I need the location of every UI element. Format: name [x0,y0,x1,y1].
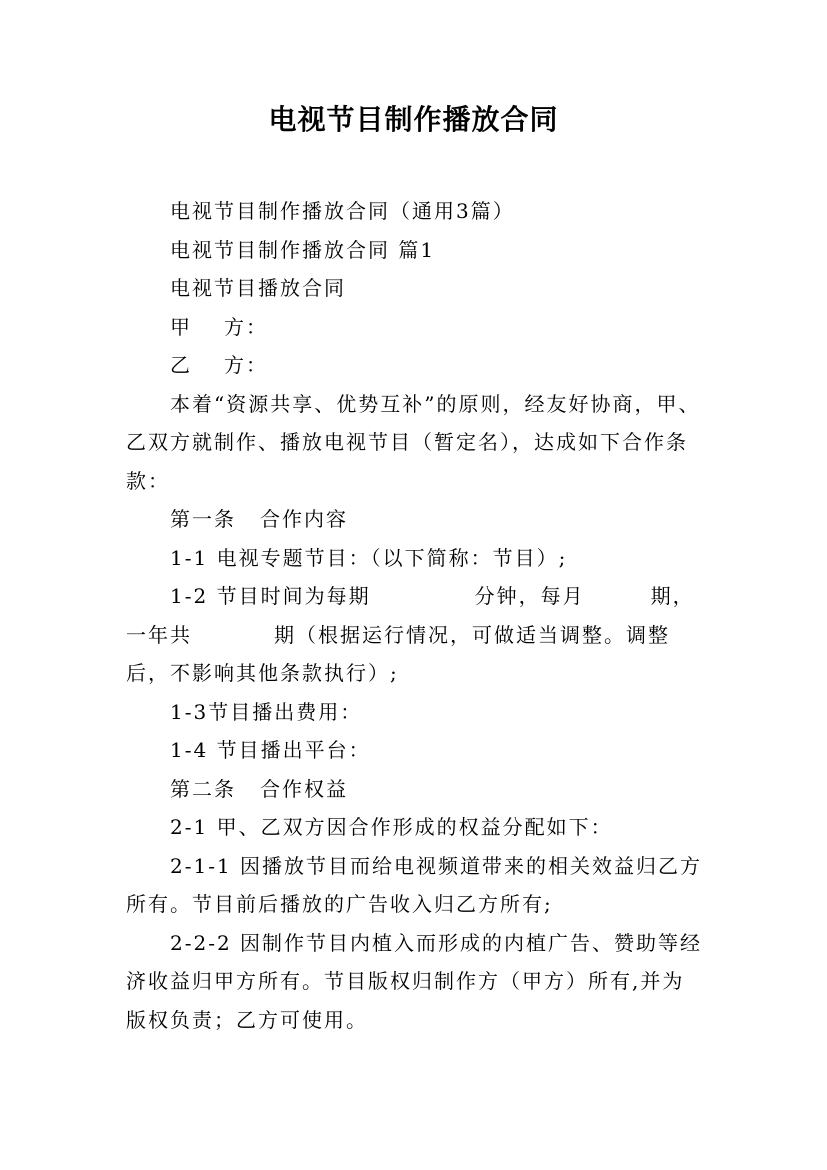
paragraph-party-b [126,346,706,385]
paragraph-clause-2-1-1: 2-1-1 因播放节目而给电视频道带来的相关效益归乙方所有。节目前后播放的广告收入归乙方所有; [126,853,703,916]
paragraph-collection-title: 电视节目制作播放合同（通用3篇） [170,199,515,223]
clause-1-2-part-b: 分钟，每月 [474,584,585,608]
paragraph-article-2-heading [126,770,706,809]
paragraph-clause-1-2 [126,577,706,693]
paragraph-clause-2-1: 2-1 甲、乙双方因合作形成的权益分配如下： [170,815,613,839]
article-2-number: 第二条 [170,776,236,801]
paragraph-clause-2-2-2: 2-2-2 因制作节目内植入而形成的内植广告、赞助等经济收益归甲方所有。节目版权归制作方（甲方）所有,并为版权负责；乙方可使用。 [126,930,703,1032]
paragraph-party-a [126,308,706,347]
party-b-suffix: 方： [224,353,268,377]
party-a-label: 甲 [170,314,192,339]
party-a-suffix: 方： [224,314,268,339]
paragraph-clause-1-1: 1-1 电视专题节目：（以下简称：节目）; [170,545,568,570]
paragraph-chapter-heading: 电视节目制作播放合同 篇1 [170,237,436,262]
paragraph-clause-1-4: 1-4 节目播出平台： [170,738,371,762]
paragraph-clause-1-3: 1-3节目播出费用： [170,699,363,724]
article-1-title: 合作内容 [260,507,348,531]
article-1-number: 第一条 [170,507,236,531]
paragraph-intro: 本着“资源共享、优势互补”的原则，经友好协商，甲、乙双方就制作、播放电视节目（暂定名），达成如下合作条款： [126,391,701,493]
party-b-label: 乙 [170,353,192,377]
document-title: 电视节目制作播放合同 [268,103,559,136]
document-body [126,192,706,1039]
clause-1-2-part-a: 1-2 节目时间为每期 [170,584,371,608]
clause-1-2-part-d: 期（根据运行情况，可做适当调整。调整后，不影响其他条款执行）; [126,622,670,685]
paragraph-article-1-heading [126,500,706,539]
paragraph-contract-name: 电视节目播放合同 [170,276,346,300]
clause-1-2-part-c: 期，一年共 [126,584,695,647]
article-2-title: 合作权益 [260,776,348,801]
